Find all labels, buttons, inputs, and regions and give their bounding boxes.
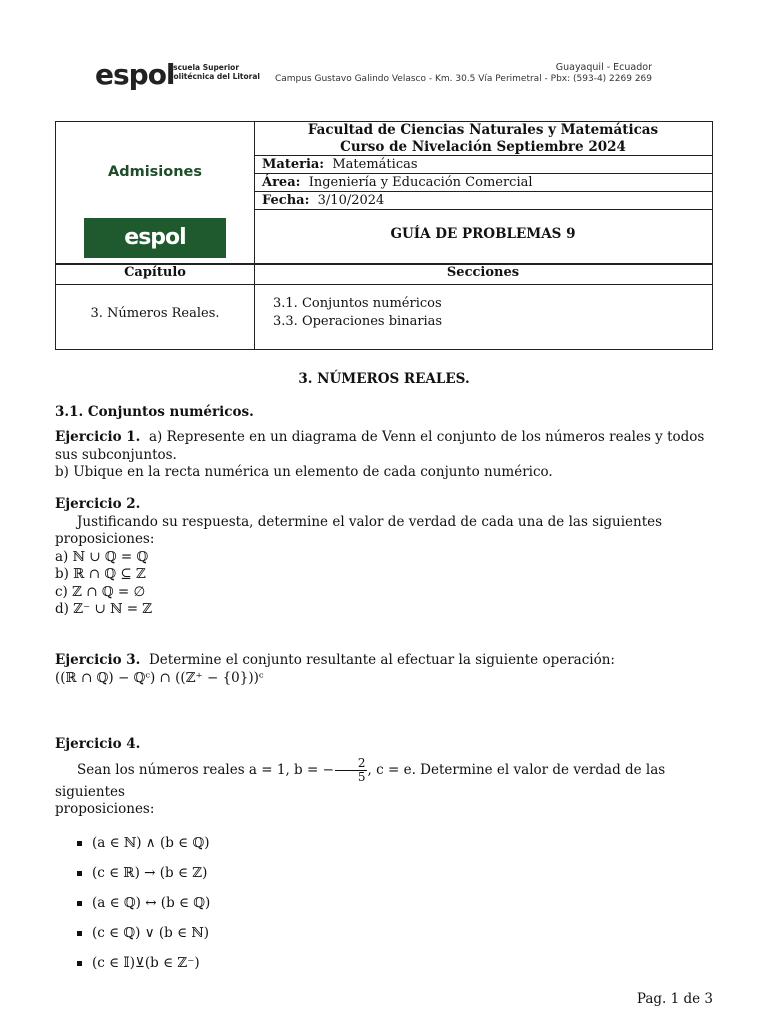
admisiones-label: Admisiones: [107, 164, 203, 180]
fecha-label: Fecha:: [262, 193, 310, 208]
section-title: 3.1. Conjuntos numéricos.: [55, 404, 254, 420]
info-table: [55, 121, 713, 264]
sections-column-header: Secciones: [446, 265, 520, 280]
exercise-2-item: b) ℝ ∩ ℚ ⊆ ℤ: [55, 566, 146, 582]
exercise-1-label: Ejercicio 1.: [55, 429, 141, 445]
exercise-1-part-b: b) Ubique en la recta numérica un elemento de cada conjunto numérico.: [55, 464, 553, 480]
fecha-value: 3/10/2024: [317, 193, 385, 208]
exercise-1: [55, 429, 713, 482]
exercise-3-expression: ((ℝ ∩ ℚ) − ℚᶜ) ∩ ((ℤ⁺ − {0}))ᶜ: [55, 669, 264, 686]
espol-logo: espol: [95, 58, 175, 91]
exercise-2-item: d) ℤ⁻ ∪ ℕ = ℤ: [55, 601, 153, 617]
exercise-3-label: Ejercicio 3.: [55, 652, 141, 668]
header-address: Campus Gustavo Galindo Velasco - Km. 30.5 Vía Perimetral - Pbx: (593-4) 2269 269: [274, 74, 652, 84]
guide-title: GUÍA DE PROBLEMAS 9: [390, 226, 576, 242]
proposition-item: (a ∈ ℕ) ∧ (b ∈ ℚ): [55, 835, 713, 865]
proposition-item: (c ∈ ℝ) → (b ∈ ℤ): [55, 865, 713, 895]
chapter-cell: 3. Números Reales.: [90, 306, 220, 321]
section-item: 3.3. Operaciones binarias: [273, 314, 443, 329]
fecha-row: [262, 193, 384, 208]
section-item: 3.1. Conjuntos numéricos: [273, 296, 442, 311]
exercise-4-propositions: [55, 835, 713, 985]
proposition-item: (c ∈ ℚ) ∨ (b ∈ ℕ): [55, 925, 713, 955]
logo-sub-line-1: Escuela Superior: [168, 63, 240, 72]
proposition-item: (c ∈ 𝕀)⊻(b ∈ ℤ⁻): [55, 955, 713, 985]
faculty-heading: [254, 122, 712, 156]
espol-logo-subtitle: [168, 63, 260, 81]
exercise-2: [55, 496, 713, 619]
exercise-3-text: Determine el conjunto resultante al efectuar la siguiente operación:: [148, 652, 615, 668]
materia-value: Matemáticas: [332, 157, 418, 172]
course-name: Curso de Nivelación Septiembre 2024: [340, 139, 626, 155]
espol-green-logo: espol: [84, 218, 226, 258]
main-title: 3. NÚMEROS REALES.: [298, 371, 470, 387]
faculty-name: Facultad de Ciencias Naturales y Matemáticas: [307, 122, 659, 138]
exercise-4-text-post: , c = e. Determine el valor de verdad de las siguientes: [55, 761, 666, 800]
exercise-4-text-2: proposiciones:: [55, 801, 155, 817]
materia-row: [262, 157, 418, 172]
fraction: [335, 757, 367, 784]
exercise-4-label: Ejercicio 4.: [55, 736, 141, 752]
page-number: Pag. 1 de 3: [636, 991, 713, 1007]
logo-sub-line-2: Politécnica del Litoral: [168, 72, 260, 81]
fraction-numerator: 2: [335, 757, 367, 771]
chapter-column-header: Capítulo: [124, 265, 186, 280]
area-row: [262, 175, 533, 190]
fraction-denominator: 5: [357, 769, 366, 784]
exercise-2-item: c) ℤ ∩ ℚ = ∅: [55, 583, 146, 600]
exercise-3: [55, 652, 713, 687]
area-label: Área:: [262, 175, 301, 190]
exercise-2-item: a) ℕ ∪ ℚ = ℚ: [55, 548, 149, 565]
exercise-4-text-pre: Sean los números reales a = 1, b = −: [77, 761, 334, 778]
exercise-2-label: Ejercicio 2.: [55, 496, 141, 512]
proposition-item: (a ∈ ℚ) ↔ (b ∈ ℚ): [55, 895, 713, 925]
exercise-4-text: [55, 757, 713, 802]
exercise-2-text: Justificando su respuesta, determine el valor de verdad de cada una de las siguientes proposiciones:: [55, 513, 663, 547]
exercise-1-part-a: a) Represente en un diagrama de Venn el conjunto de los números reales y todos sus subconjuntos.: [55, 429, 705, 463]
exercise-4: [55, 736, 713, 985]
header-city: Guayaquil - Ecuador: [555, 62, 652, 73]
chapter-table: [55, 264, 713, 350]
materia-label: Materia:: [262, 157, 325, 172]
area-value: Ingeniería y Educación Comercial: [308, 175, 533, 190]
